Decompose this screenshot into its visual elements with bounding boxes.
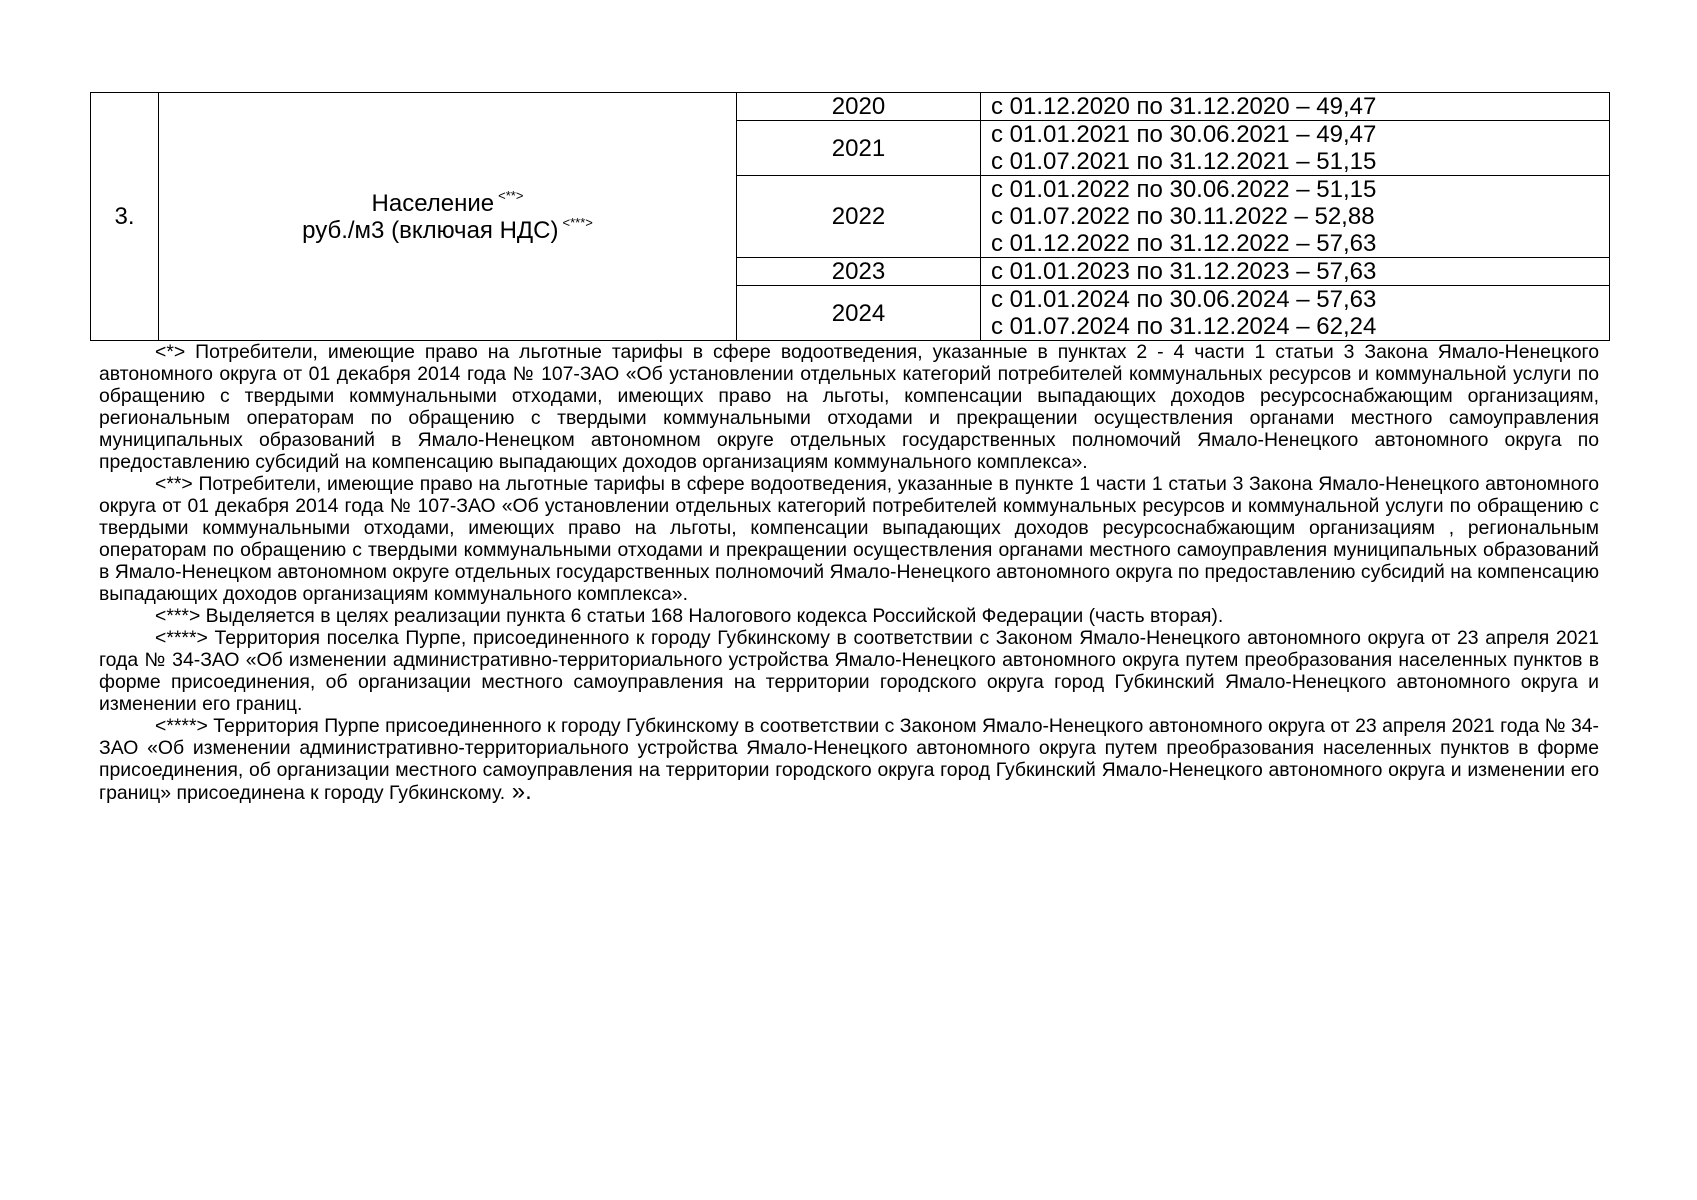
year-2020: 2020	[831, 93, 886, 120]
year-2022: 2022	[831, 203, 886, 230]
year-2024: 2024	[831, 299, 886, 327]
footnote-5-text: <****> Территория Пурпе присоединенного к городу Губкинскому в соответствии с Законом Ямало-Ненецкого автономного округа от 23 апреля 2021 года № 34-ЗАО «Об изменении административно-территориального устройства Ямало-Ненецкого автономного округа путем преобразования населенных пунктов в форме присоединения, об организации местного самоуправления на территории городского округа город Губкинский Ямало-Ненецкого автономного округа и изменении его границ» присоединена к городу Губкинскому.	[99, 715, 1599, 804]
year-cell-2021	[737, 121, 981, 176]
footnote-1: <*> Потребители, имеющие право на льготные тарифы в сфере водоотведения, указанные в пунктах 2 - 4 части 1 статьи 3 Закона Ямало-Ненецкого автономного округа от 01 декабря 2014 года № 107-ЗАО «Об установлении отдельных категорий потребителей коммунальных ресурсов и коммунальной услуги по обращению с твердыми коммунальными отходами, имеющих право на льготы, компенсации выпадающих доходов ресурсоснабжающим организациям, региональным операторам по обращению с твердыми коммунальными отходами и прекращении осуществления органами местного самоуправления муниципальных образований в Ямало-Ненецком автономном округе отдельных государственных полномочий Ямало-Ненецкого автономного округа по предоставлению субсидий на компенсацию выпадающих доходов организациям коммунального комплекса».	[99, 341, 1599, 473]
footnote-2: <**> Потребители, имеющие право на льготные тарифы в сфере водоотведения, указанные в пункте 1 части 1 статьи 3 Закона Ямало-Ненецкого автономного округа от 01 декабря 2014 года № 107-ЗАО «Об установлении отдельных категорий потребителей коммунальных ресурсов и коммунальной услуги по обращению с твердыми коммунальными отходами, имеющих право на льготы, компенсации выпадающих доходов ресурсоснабжающим организациям , региональным операторам по обращению с твердыми коммунальными отходами и прекращении осуществления органами местного самоуправления муниципальных образований в Ямало-Ненецком автономном округе отдельных государственных полномочий Ямало-Ненецкого автономного округа по предоставлению субсидий на компенсацию выпадающих доходов организациям коммунального комплекса».	[99, 473, 1599, 605]
tariff-table	[90, 92, 1610, 341]
category-unit: руб./м3 (включая НДС)	[302, 216, 559, 244]
footnote-5	[99, 715, 1599, 804]
tariff-cell-2023	[981, 258, 1610, 286]
category-line-1	[159, 187, 736, 217]
footnotes	[99, 341, 1599, 804]
tariff-cell-2021	[981, 121, 1610, 176]
closing-quote: ».	[505, 778, 532, 805]
tariff-value: с 01.01.2022 по 30.06.2022 – 51,15	[991, 176, 1377, 203]
unit-footnote-mark: <***>	[562, 214, 593, 230]
category-cell	[159, 93, 737, 341]
tariff-value: с 01.01.2024 по 30.06.2024 – 57,63	[991, 286, 1377, 313]
row-number: 3.	[114, 203, 135, 230]
tariff-value: с 01.07.2021 по 31.12.2021 – 51,15	[991, 148, 1377, 175]
year-2023: 2023	[831, 258, 886, 285]
tariff-value: с 01.12.2020 по 31.12.2020 – 49,47	[991, 93, 1377, 120]
year-cell-2023	[737, 258, 981, 286]
tariff-value: с 01.12.2022 по 31.12.2022 – 57,63	[991, 230, 1377, 257]
tariff-cell-2020	[981, 93, 1610, 121]
year-2021: 2021	[831, 134, 886, 162]
tariff-value: с 01.01.2021 по 30.06.2021 – 49,47	[991, 121, 1377, 148]
footnote-3: <***> Выделяется в целях реализации пункта 6 статьи 168 Налогового кодекса Российской Федерации (часть вторая).	[155, 605, 1224, 627]
tariff-value: с 01.07.2022 по 30.11.2022 – 52,88	[991, 203, 1375, 230]
tariff-cell-2022	[981, 176, 1610, 258]
year-cell-2020	[737, 93, 981, 121]
row-number-cell	[91, 93, 159, 341]
year-cell-2024	[737, 286, 981, 341]
year-cell-2022	[737, 176, 981, 258]
category-line-2	[159, 214, 736, 244]
table-row	[91, 93, 1610, 121]
category-footnote-mark: <**>	[498, 187, 524, 203]
category-name: Население	[371, 189, 495, 217]
tariff-value: с 01.01.2023 по 31.12.2023 – 57,63	[991, 258, 1377, 285]
tariff-value: с 01.07.2024 по 31.12.2024 – 62,24	[991, 313, 1377, 340]
tariff-cell-2024	[981, 286, 1610, 341]
footnote-4: <****> Территория поселка Пурпе, присоединенного к городу Губкинскому в соответствии с Законом Ямало-Ненецкого автономного округа от 23 апреля 2021 года № 34-ЗАО «Об изменении административно-территориального устройства Ямало-Ненецкого автономного округа путем преобразования населенных пунктов в форме присоединения, об организации местного самоуправления на территории городского округа город Губкинский Ямало-Ненецкого автономного округа и изменении его границ.	[99, 627, 1599, 715]
document-page	[90, 92, 1610, 804]
